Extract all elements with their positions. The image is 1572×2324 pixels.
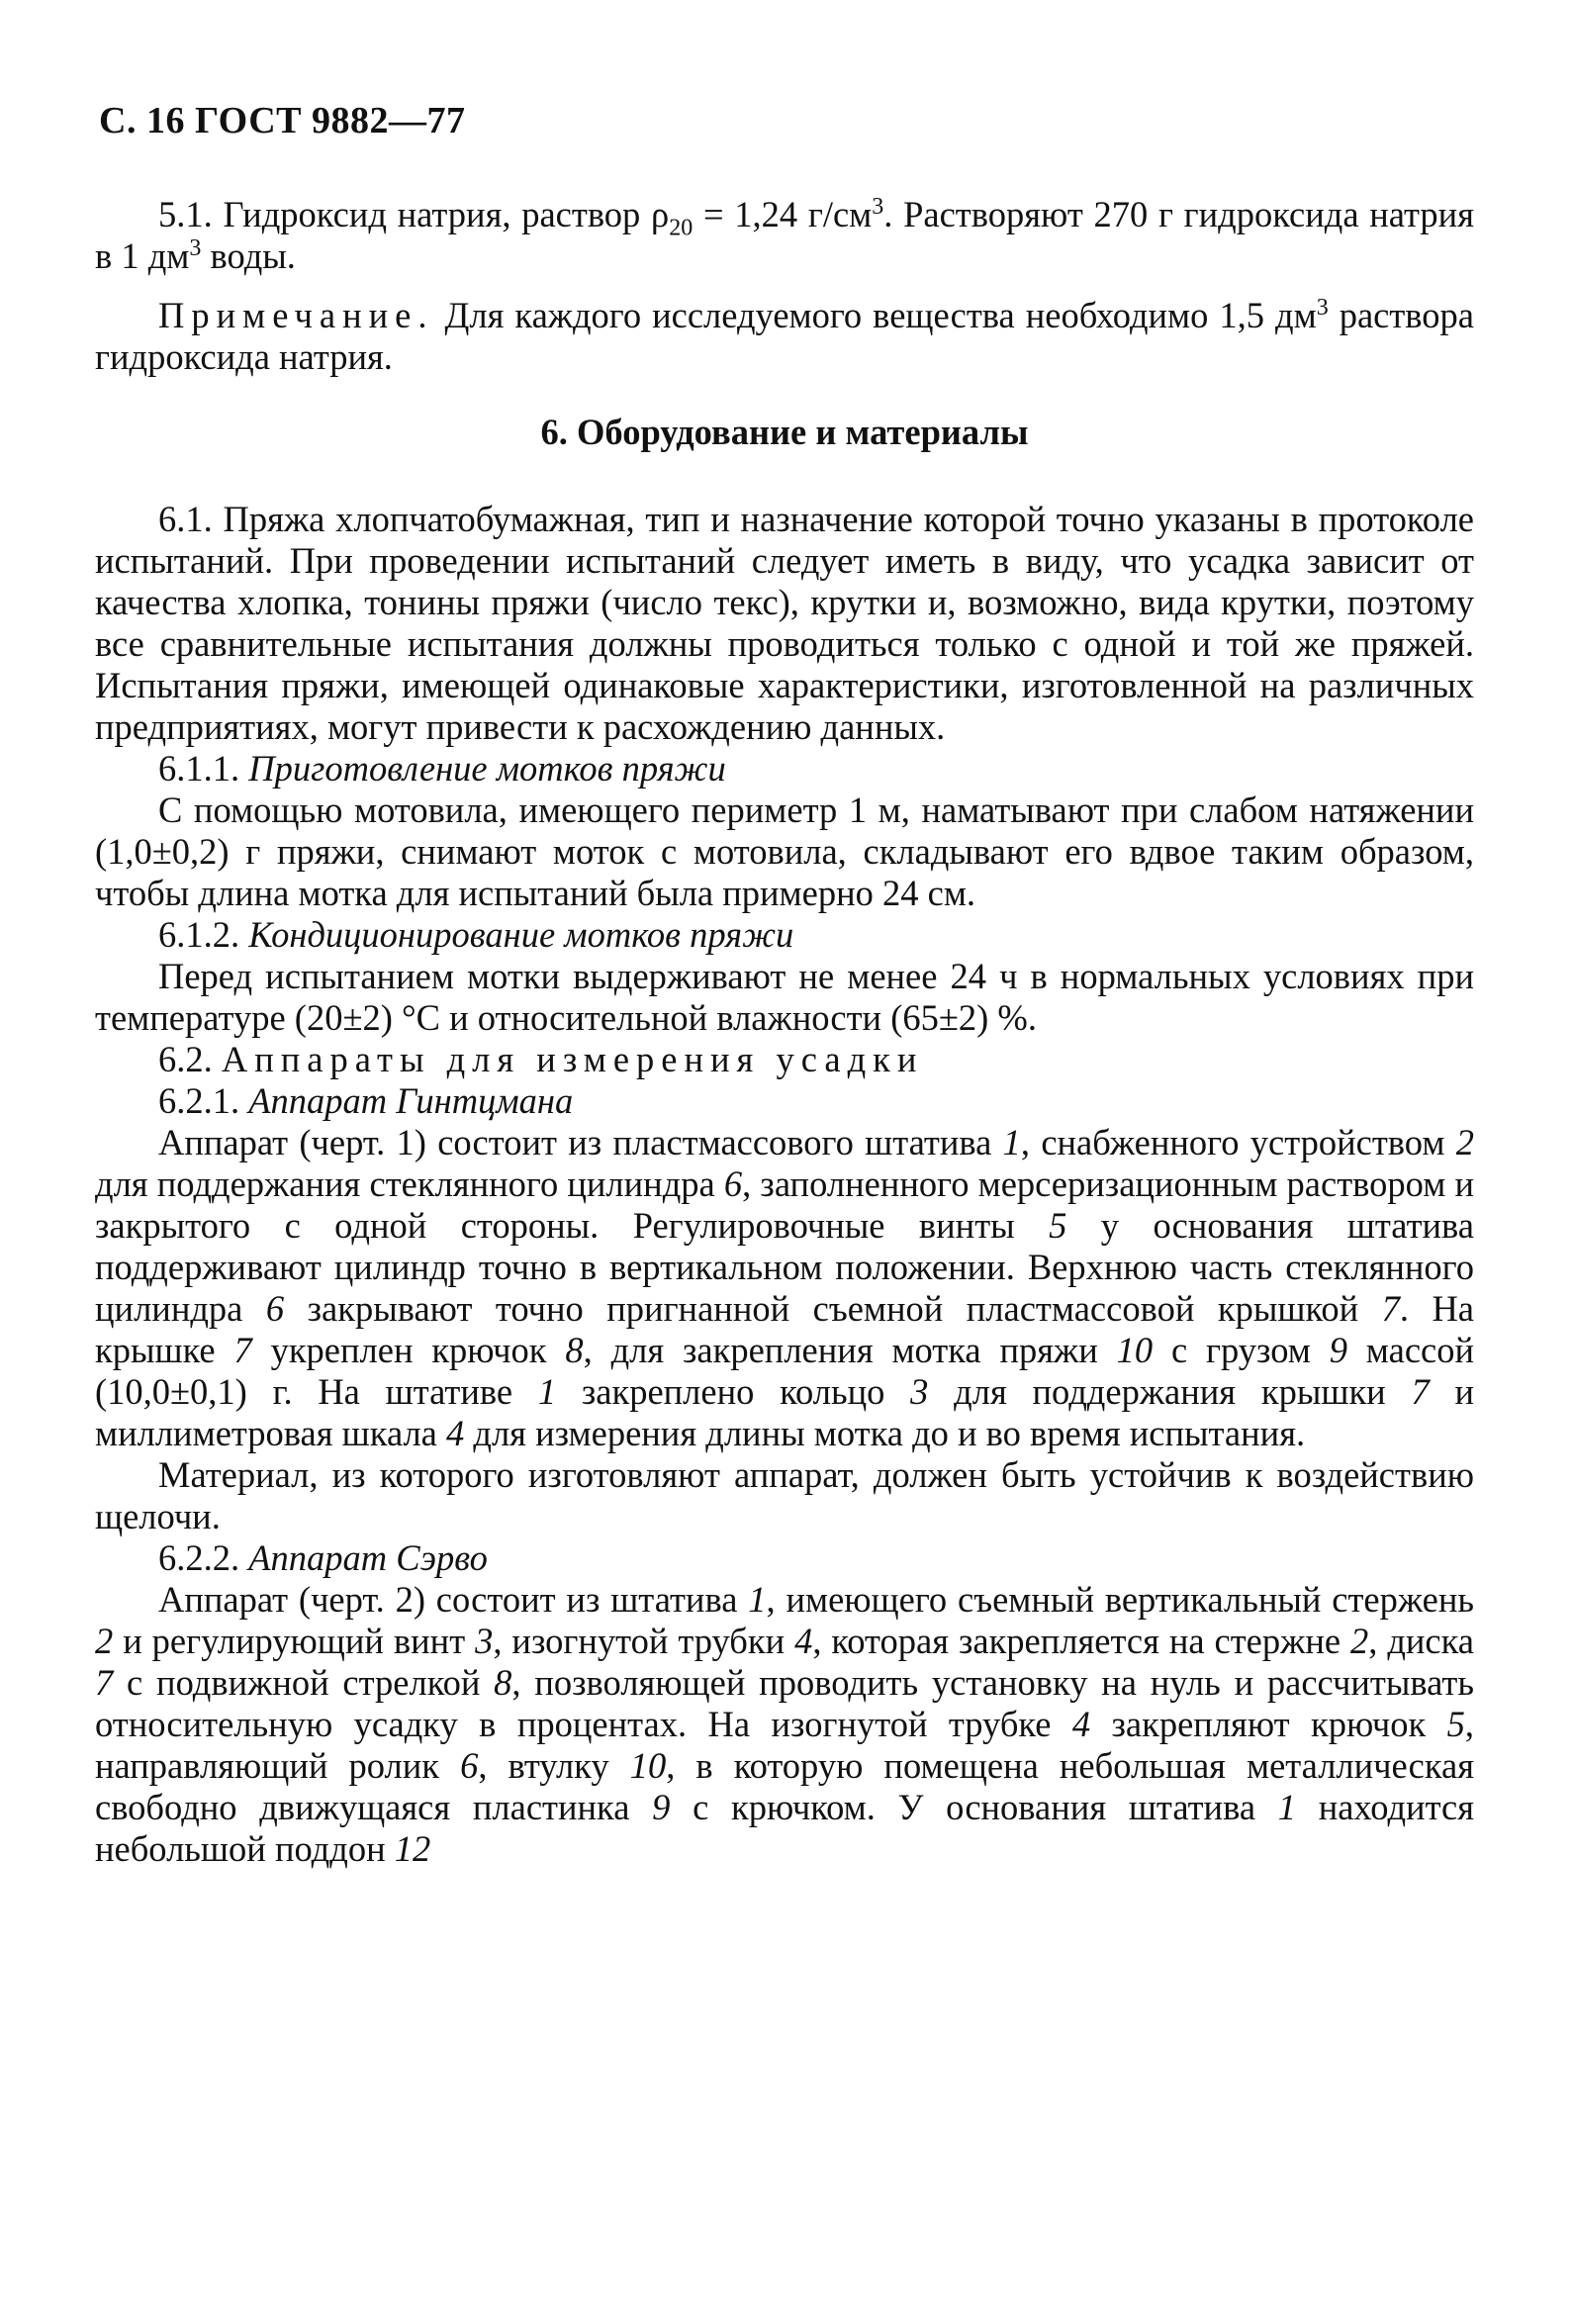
page-content xyxy=(95,194,1474,1870)
subheading-6-2-2: 6.2.2. Аппарат Сэрво xyxy=(158,1537,488,1578)
subheading-6-1-2: 6.1.2. Кондиционирование мотков пряжи xyxy=(158,914,794,955)
paragraph-6-2-1: Аппарат (черт. 1) состоит из пластмассового штатива 1, снабженного устройством 2 для поддержания стеклянного цилиндра 6, заполненного мерсеризационным раствором и закрытого с одной стороны. Регулировочные винты 5 у основания штатива поддерживают цилиндр точно в вертикальном положении. Верхнюю часть стеклянного цилиндра 6 закрывают точно пригнанной съемной пластмассовой крышкой 7. На крышке 7 укреплен крючок 8, для закрепления мотка пряжи 10 с грузом 9 массой (10,0±0,1) г. На штативе 1 закреплено кольцо 3 для поддержания крышки 7 и миллиметровая шкала 4 для измерения длины мотка до и во время испытания. xyxy=(95,1122,1475,1453)
paragraph-6-2-2: Аппарат (черт. 2) состоит из штатива 1, имеющего съемный вертикальный стержень 2 и регулирующий винт 3, изогнутой трубки 4, которая закрепляется на стержне 2, диска 7 с подвижной стрелкой 8, позволяющей проводить установку на нуль и рассчитывать относительную усадку в процентах. На изогнутой трубке 4 закрепляют крючок 5, направляющий ролик 6, втулку 10, в которую помещена небольшая металлическая свободно движущаяся пластинка 9 с крючком. У основания штатива 1 находится небольшой поддон 12 xyxy=(95,1579,1475,1869)
note-paragraph: Примечание. Для каждого исследуемого вещества необходимо 1,5 $дм^3$ раствора гидроксида натрия. xyxy=(95,294,1474,377)
subheading-6-2: 6.2. Аппараты для измерения усадки xyxy=(158,1039,924,1079)
paragraph-6-1: 6.1. Пряжа хлопчатобумажная, тип и назначение которой точно указаны в протоколе испытаний. При проведении испытаний следует иметь в виду, что усадка зависит от качества хлопка, тонины пряжи (число текс), крутки и, возможно, вида крутки, поэтому все сравнительные испытания должны проводиться только с одной и той же пряжей. Испытания пряжи, имеющей одинаковые характеристики, изготовленной на различных предприятиях, могут привести к расхождению данных. xyxy=(95,499,1474,747)
paragraph-5-1: 5.1. Гидроксид натрия, раствор $\rho_{20} = 1,24$ $г/см^3$. Растворяют 270 г гидроксида натрия в 1 $дм^3$ воды. xyxy=(95,193,1475,276)
paragraph-6-1-2: Перед испытанием мотки выдерживают не менее 24 ч в нормальных условиях при температуре (20±2) °С и относительной влажности (65±2) %. xyxy=(95,956,1474,1038)
paragraph-6-1-1: С помощью мотовила, имеющего периметр 1 м, наматывают при слабом натяжении (1,0±0,2) г пряжи, снимают моток с мотовила, складывают его вдвое таким образом, чтобы длина мотка для испытаний была примерно 24 см. xyxy=(95,790,1474,913)
note-label: Примечание. xyxy=(158,295,434,335)
paragraph-6-2-1-material: Материал, из которого изготовляют аппарат, должен быть устойчив к воздействию щелочи. xyxy=(95,1454,1474,1536)
clause-number: 5.1. xyxy=(158,194,213,234)
subheading-6-2-1: 6.2.1. Аппарат Гинтцмана xyxy=(158,1080,574,1121)
page-header: С. 16 ГОСТ 9882—77 xyxy=(99,100,466,141)
subheading-6-1-1: 6.1.1. Приготовление мотков пряжи xyxy=(158,748,726,789)
section-6-heading: 6. Оборудование и материалы xyxy=(540,412,1029,452)
